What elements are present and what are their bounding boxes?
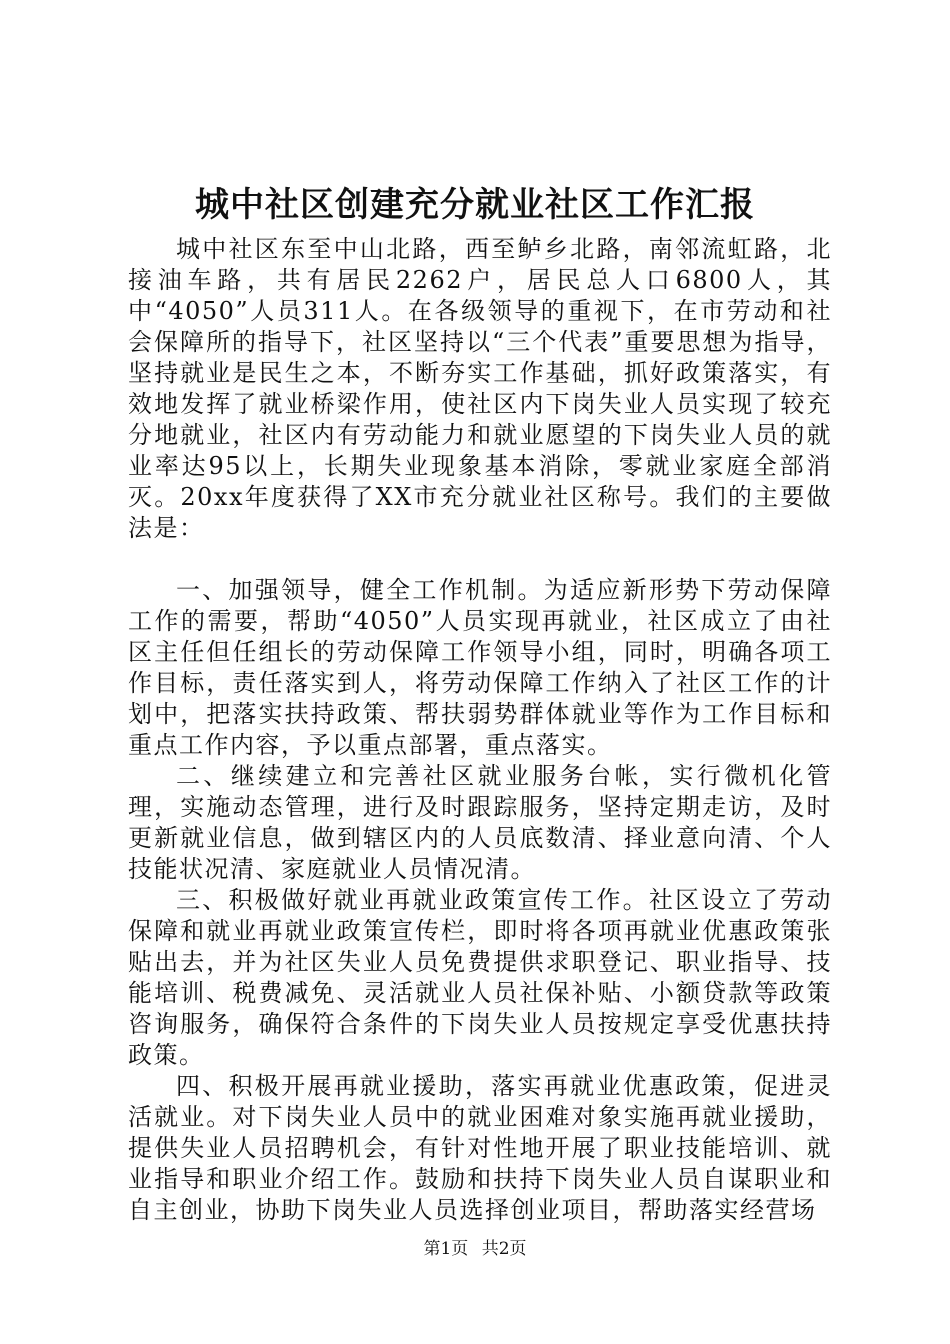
paragraph-spacer	[128, 544, 832, 575]
document-body	[128, 234, 832, 1226]
paragraph-intro: 城中社区东至中山北路，西至鲈乡北路，南邻流虹路，北接油车路，共有居民2262户，居民总人口6800人，其中“4050”人员311人。在各级领导的重视下，在市劳动和社会保障所的指导下，社区坚持以“三个代表”重要思想为指导，坚持就业是民生之本，不断夯实工作基础，抓好政策落实，有效地发挥了就业桥梁作用，使社区内下岗失业人员实现了较充分地就业，社区内有劳动能力和就业愿望的下岗失业人员的就业率达95以上，长期失业现象基本消除，零就业家庭全部消灭。20xx年度获得了XX市充分就业社区称号。我们的主要做法是：	[128, 235, 832, 542]
page-number-total: 共2页	[481, 1239, 527, 1259]
paragraph-section-2: 二、继续建立和完善社区就业服务台帐，实行微机化管理，实施动态管理，进行及时跟踪服务，坚持定期走访，及时更新就业信息，做到辖区内的人员底数清、择业意向清、个人技能状况清、家庭就业人员情况清。	[128, 762, 832, 883]
paragraph-section-1: 一、加强领导，健全工作机制。为适应新形势下劳动保障工作的需要，帮助“4050”人员实现再就业，社区成立了由社区主任但任组长的劳动保障工作领导小组，同时，明确各项工作目标，责任落实到人，将劳动保障工作纳入了社区工作的计划中，把落实扶持政策、帮扶弱势群体就业等作为工作目标和重点工作内容，予以重点部署，重点落实。	[128, 576, 832, 759]
paragraph-section-3: 三、积极做好就业再就业政策宣传工作。社区设立了劳动保障和就业再就业政策宣传栏，即时将各项再就业优惠政策张贴出去，并为社区失业人员免费提供求职登记、职业指导、技能培训、税费减免、灵活就业人员社保补贴、小额贷款等政策咨询服务，确保符合条件的下岗失业人员按规定享受优惠扶持政策。	[128, 886, 832, 1069]
page-number-current: 第1页	[423, 1239, 469, 1259]
document-title: 城中社区创建充分就业社区工作汇报	[195, 185, 755, 225]
page-footer	[0, 1238, 950, 1260]
paragraph-section-4: 四、积极开展再就业援助，落实再就业优惠政策，促进灵活就业。对下岗失业人员中的就业困难对象实施再就业援助，提供失业人员招聘机会，有针对性地开展了职业技能培训、就业指导和职业介绍工作。鼓励和扶持下岗失业人员自谋职业和自主创业，协助下岗失业人员选择创业项目，帮助落实经营场	[128, 1072, 832, 1224]
